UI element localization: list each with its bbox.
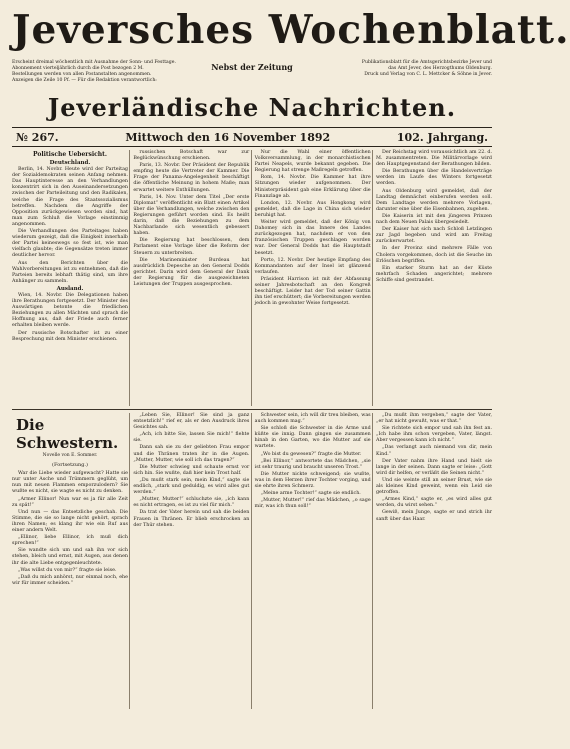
left-notice-line: Bestellungen werden von allen Postanstalten angenommen. [12,72,152,77]
article-paragraph: Porto, 12. Novbr. Der heutige Empfang des Kommandanten auf der Insel ist glänzend verlaufen. [254,257,371,275]
left-notice [12,60,176,84]
column-1 [12,150,128,406]
story-paragraph: Und nun — das Entsetzliche geschah. Die Stimme, die sie so lange nicht gehört, sprach ihren Namen; es klang ihr wie ein Ruf aus einer andern Welt. [12,509,128,534]
article-paragraph: Die Marinеminister Burdeau hat ausdrücklich Depesche an den General Dodds gerichtet. Darin wird dem General der Dank der Regierung für die ausgezeichneten Leistungen der Truppen ausgesprochen. [133,257,250,287]
subhead-row [12,60,492,94]
article-paragraph: Die Verhandlungen des Parteitages haben wiederum gezeigt, daß die Einigkeit innerhalb der Partei keineswegs so fest ist, wie man vielfach glaubte; die Gegensätze treten immer deutlicher hervor. [12,229,128,259]
upper-columns [12,150,492,406]
article-paragraph: Die Berathungen über die Handelsverträge werden im Laufe des Winters fortgesetzt werden. [375,169,492,187]
article-paragraph: Der russische Botschafter ist zu einer Besprechung mit dem Minister erschienen. [12,330,128,342]
lower-columns [12,413,492,709]
story-column-3 [251,413,371,709]
article-paragraph: Die Kaiserin ist mit den jüngeren Prinzen nach dem Neuen Palais übergesiedelt. [375,213,492,226]
story-continuation: (Fortsetzung.) [52,462,88,469]
article-paragraph: Berlin, 14. Novbr. Heute wird der Parteitag der Sozialdemokraten seinen Anfang nehmen. Das Hauptinteresse an den Verhandlungen konzentrirt sich in den Auseinandersetzungen zwischen der Parteileitung und den Radikalen, welche die Frage des Staatssozialismus betreffen. Nachdem die Angriffe der Opposition zurückgewiesen worden sind, hat man zum Schluß die Vorlage einstimmig angenommen. [12,167,128,227]
story-paragraph: Sie schloß die Schwester in die Arme und küßte sie innig. Dann gingen sie zusammen hinab in den Garten, wo die Mutter auf sie wartete. [254,426,371,450]
story-paragraph: „Daß du mich anhörst, nur einmal noch, ehe wir für immer scheiden.“ [12,574,128,586]
date-bar [12,127,492,147]
story-paragraph: „Ellinor, liebe Ellinor, ich muß dich sprechen!“ [12,535,128,547]
article-paragraph: Nur die Wahl einer öffentlichen Volksversammlung, in der monarchistischen Partei Neapels, wurde bekannt gegeben. Die Regierung hat strenge Maßregeln getroffen. [254,150,371,174]
story-paragraph: Der Vater nahm ihre Hand und hielt sie lange in der seinen. Dann sagte er leise: „Gott wird dir helfen, er verläßt die Seinen nicht.“ [375,458,492,476]
story-column-4 [372,413,492,709]
article-paragraph: London, 12. Novbr. Aus Hongkong wird gemeldet, daß die Lage in China sich wieder beruhigt hat. [254,200,371,218]
story-paragraph: „Das verlangt auch niemand von dir, mein Kind.“ [375,445,492,457]
article-paragraph: Paris, 14. Nov. Unter dem Titel „Der erste Diplomat“ veröffentlicht ein Blatt einen Artikel über die Verhandlungen, welche zwischen den Regierungen geführt worden sind. Es heißt darin, daß die Beziehungen zu dem Nachbarlande sich wesentlich gebessert haben. [133,194,250,237]
story-column-2 [129,413,249,709]
column-4 [372,150,492,406]
article-paragraph: Präsident Harrison ist mit der Abfassung seiner Jahresbotschaft an den Kongreß beschäftigt. Leider hat der Tod seiner Gattin ihn tief erschüttert; die Vorbereitungen werden jedoch in gewohnter Weise fortgesetzt. [254,276,371,307]
story-paragraph: Gewiß, mein Junge, sagte er und strich ihr sanft über das Haar. [375,510,492,522]
story-paragraph: „Armes Kind,“ sagte er, „es wird alles gut werden, du wirst sehen.“ [375,497,492,509]
story-paragraph: War die Liebe wieder aufgewacht? Hatte sie nur unter Asche und Trümmern geglüht, um nun mit neuen Flammen emporzulodern? Sie wußte es nicht, sie wagte es nicht zu denken. [12,471,128,495]
article-paragraph: In der Provinz sind mehrere Fälle von Cholera vorgekommen, doch ist die Seuche im Erlöschen begriffen. [375,246,492,264]
column-2 [129,150,249,406]
article-paragraph: Rom, 14. Novbr. Die Kammer hat ihre Sitzungen wieder aufgenommen. Der Ministerpräsident gab eine Erklärung über die Finanzlage ab. [254,175,371,199]
left-notice-line: Abonnement vierteljährlich durch die Post bezogen 2 M. [12,66,144,71]
story-paragraph: Da trat der Vater herein und sah die beiden Frauen in Thränen. Er blieb erschrocken an der Thür stehen. [133,510,250,528]
story-paragraph: Sie wandte sich um und sah ihn vor sich stehen, bleich und ernst, mit Augen, aus denen ihr die alte Liebe entgegenleuchtete. [12,548,128,566]
article-paragraph: Weiter wird gemeldet, daß der König von Dahomey sich in das Innere des Landes zurückgezogen hat, nachdem er von den französischen Truppen geschlagen worden war. Der General Dodds hat die Hauptstadt besetzt. [254,220,371,256]
article-paragraph: Aus Oldenburg wird gemeldet, daß der Landtag demnächst einberufen werden soll. Dem Landtage werden mehrere Vorlagen, darunter eine über die Eisenbahnen, zugehen. [375,188,492,212]
story-paragraph: Und sie weinte still an seiner Brust, wie sie als kleines Kind geweint, wenn ein Leid sie getroffen. [375,477,492,496]
right-notice-line: das Amt Jever, des Herzogthums Oldenburg. [388,66,492,71]
article-paragraph: Der Reichstag wird voraussichtlich am 22. d. M. zusammentreten. Die Militärvorlage wird den Hauptgegenstand der Berathungen bilden. [375,150,492,168]
story-paragraph: Dann sah sie zu der geliebten Frau empor und die Thränen traten ihr in die Augen. „Mutter, Mutter, wie soll ich das tragen?“ [133,445,250,463]
story-paragraph: „Was willst du von mir?“ fragte sie leise. [18,567,117,573]
story-paragraph: „Mutter, Mutter!“ rief das Mädchen, „o sage mir, was ich thun soll!“ [254,498,371,510]
right-notice-line: Publikationsblatt für die Amtsgerichtsbezirke Jever und [361,60,492,65]
newspaper-page [12,7,570,743]
subtitle: Jeverländische Nachrichten. [47,93,457,122]
article-paragraph: russischen Botschaft war zur Beglückwünschung erschienen. [133,150,250,162]
masthead: Jeversches Wochenblatt. [12,7,570,53]
story-paragraph: „Wo bist du gewesen?“ fragte die Mutter. [260,451,362,457]
volume-year: 102. Jahrgang. [396,130,488,144]
article-paragraph: Wien, 14. Novbr. Die Delegationen haben ihre Berathungen fortgesetzt. Der Minister des Auswärtigen betonte die friedlichen Beziehungen zu allen Mächten und sprach die Hoffnung aus, daß der Friede auch ferner erhalten bleiben werde. [12,292,128,329]
article-paragraph: Der Kaiser hat sich nach Schloß Letzlingen zur Jagd begeben und wird am Freitag zurückerwartet. [375,227,492,245]
story-paragraph: „Meine arme Tochter!“ sagte sie endlich. [260,491,361,497]
section-subheading: Ausland. [56,285,84,292]
section-heading: Politische Uebersicht. [32,151,108,158]
story-paragraph: „Du mußt ihm vergeben,“ sagte der Vater, „er hat nicht gewußt, was er that.“ [375,413,492,425]
article-paragraph: Die Regierung hat beschlossen, dem Parlament eine Vorlage über die Reform der Steuern zu unterbreiten. [133,238,250,256]
right-notice-line: Druck und Verlag von C. L. Mettcker & Söhne in Jever. [364,72,492,77]
story-paragraph: „Ach, ich bitte Sie, lassen Sie mich!“ flehte sie. [133,432,250,444]
neben-label: Nebst der Zeitung [211,62,293,72]
story-paragraph: „Mutter, Mutter!“ schluchzte sie, „ich kann es nicht ertragen, es ist zu viel für mich.“ [133,497,250,509]
article-paragraph: Aus den Berichten über die Wahlvorbereitungen ist zu entnehmen, daß die Parteien bereits lebhaft thätig sind, um ihre Anhänger zu sammeln. [12,260,128,284]
issue-date: Mittwoch den 16 November 1892 [125,130,331,144]
section-divider [12,409,492,410]
story-paragraph: Sie richtete sich empor und sah ihn fest an. „Ich habe ihm schon vergeben, Vater, längst. Aber vergessen kann ich nicht.“ [375,426,492,444]
story-column-1 [12,413,128,709]
story-paragraph: Die Mutter nickte schweigend; sie wußte, was in dem Herzen ihrer Tochter vorging, und sie ehrte ihren Schmerz. [254,471,371,490]
story-paragraph: „Leben Sie, Ellinor! Sie sind ja ganz entsetzlich!“ rief er, als er den Ausdruck ihres Gesichtes sah. [133,413,250,431]
right-notice [342,60,492,78]
story-paragraph: „Du mußt stark sein, mein Kind,“ sagte sie endlich, „stark und geduldig, es wird alles gut werden.“ [133,477,250,496]
story-paragraph: Schwester sein, ich will dir treu bleiben, was auch kommen mag.“ [254,413,371,425]
story-paragraph: „Armer Ellinor! Nun war es ja für alle Zeit zu spät!“ [12,496,128,508]
section-subheading: Deutschland. [49,160,91,166]
left-notice-line: Erscheint dreimal wöchentlich mit Ausnahme der Sonn- und Festtage. [12,60,176,65]
story-paragraph: „Bei Ellinor,“ antwortete das Mädchen, „sie ist sehr traurig und braucht unseren Trost.“ [254,458,371,470]
story-title: Die Schwestern. [16,416,119,452]
issue-number: № 267. [16,130,59,144]
article-paragraph: Paris, 13. Novbr. Der Präsident der Republik empfing heute die Vertreter der Kammer. Die Frage der Panama-Angelegenheit beschäftigt die öffentliche Meinung in hohem Maße; man erwartet weitere Enthüllungen. [133,163,250,193]
story-byline: Novelle von E. Sommer. [42,453,98,458]
story-paragraph: Die Mutter schwieg und schaute ernst vor sich hin. Sie wußte, daß hier kein Trost half. [133,464,250,476]
article-paragraph: Ein starker Sturm hat an der Küste mehrfach Schaden angerichtet; mehrere Schiffe sind gestrandet. [375,265,492,283]
column-3 [251,150,371,406]
left-notice-line: Anzeigen die Zeile 10 Pf. — Für die Redaktion verantwortlich: [12,78,157,83]
